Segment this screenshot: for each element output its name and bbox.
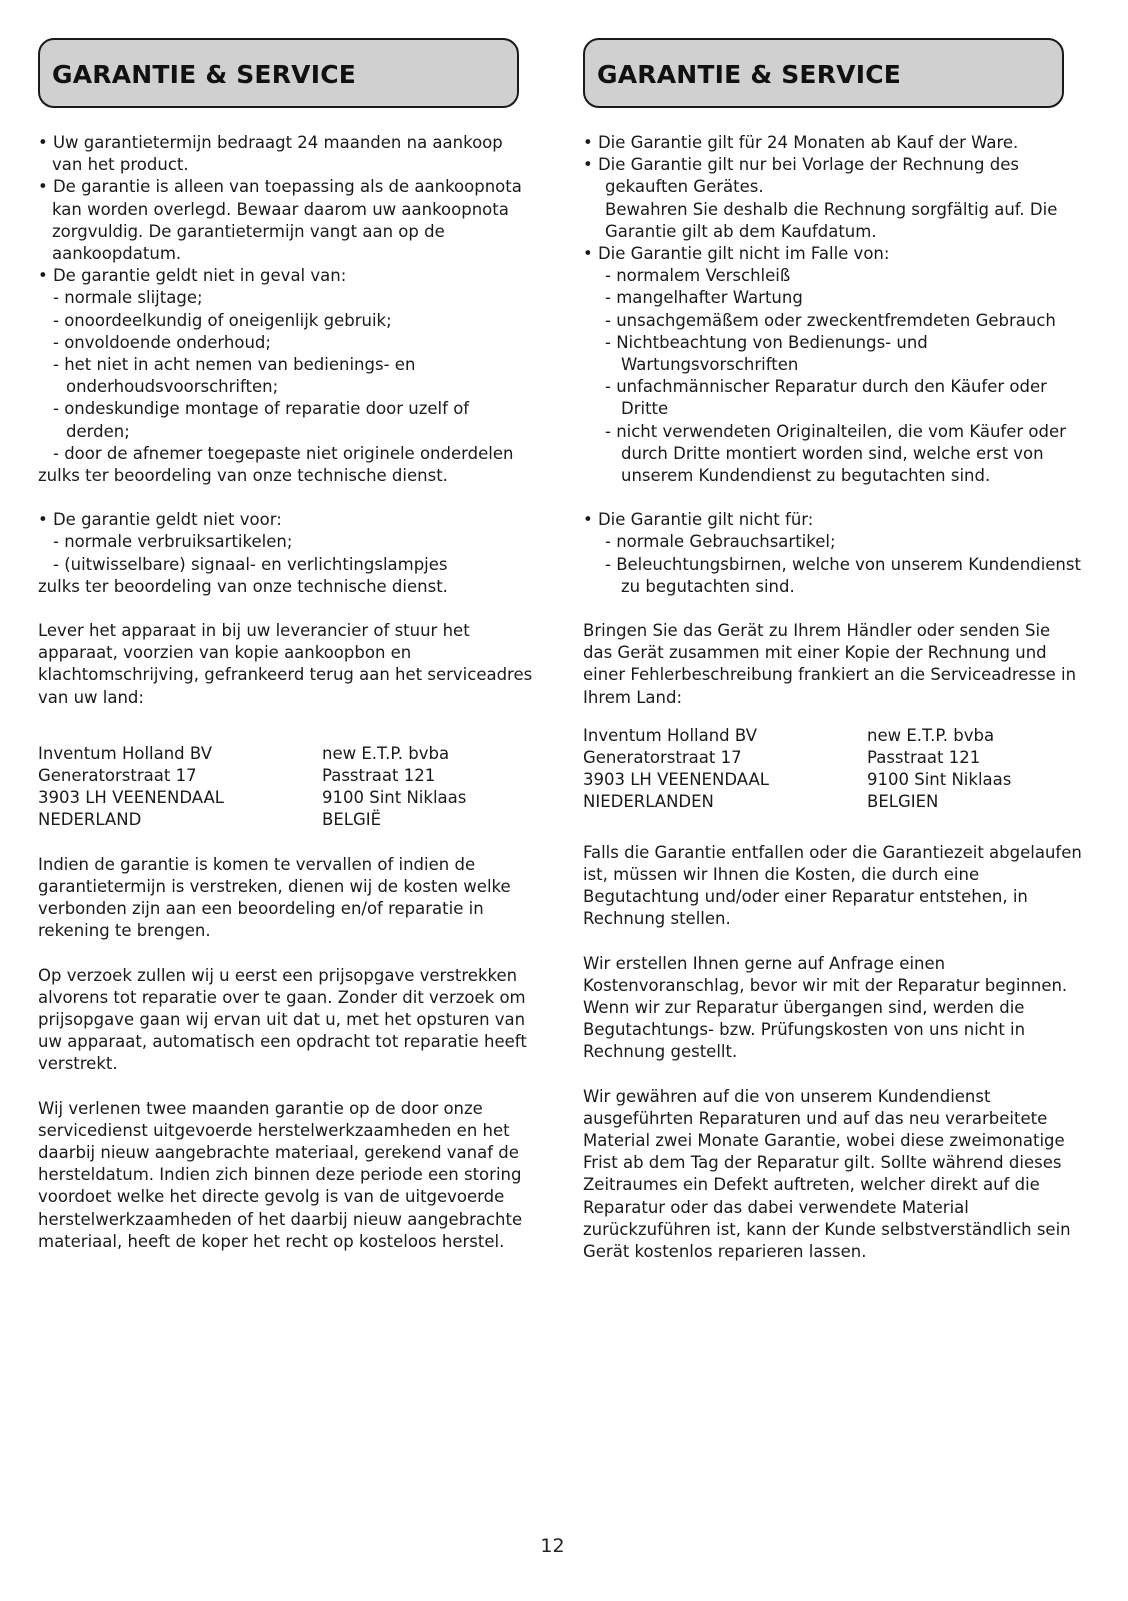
exclusion-item: - unsachgemäßem oder zweckentfremdeten Gebrauch — [605, 310, 1056, 330]
address-line: BELGIË — [322, 810, 382, 830]
exclusion-item: - door de afnemer toegepaste niet originele onderdelen — [53, 443, 514, 463]
not-covered-bullet: • Die Garantie gilt nicht für: — [583, 510, 814, 530]
address-line: new E.T.P. bvba — [867, 725, 995, 745]
not-covered-bullet: • De garantie geldt niet voor: — [38, 510, 282, 530]
not-covered-item: - normale Gebrauchsartikel; — [605, 532, 836, 552]
repair-warranty-paragraph: Wij verlenen twee maanden garantie op de door onze servicedienst uitgevoerde herstelwerkzaamheden en het daarbij nieuw aangebrachte materiaal, gerekend vanaf de hersteldatum. Indien zich binnen deze periode een storing voordoet welke het directe gevolg is van de uitgevoerde herstelwerkzaamheden of het daarbij nieuw aangebrachte materiaal, heeft de koper het recht op kosteloos herstel. — [38, 1098, 523, 1251]
quote-paragraph: Op verzoek zullen wij u eerst een prijsopgave verstrekken alvorens tot reparatie over te gaan. Zonder dit verzoek om prijsopgave gaan wij ervan uit dat u, met het opsturen van uw apparaat, automatisch een opdracht tot reparatie heeft verstrekt. — [38, 965, 527, 1074]
exclusion-item: - unfachmännischer Reparatur durch den Käufer oder Dritte — [605, 377, 1047, 419]
closing-line: zulks ter beoordeling van onze technische dienst. — [38, 576, 448, 596]
address-line: Inventum Holland BV — [583, 725, 757, 745]
not-covered-item: - (uitwisselbare) signaal- en verlichtingslampjes — [53, 554, 448, 574]
address-belgium — [322, 743, 538, 832]
body-de — [583, 132, 1083, 1263]
exclusion-item: - ondeskundige montage of reparatie door uzelf of derden; — [53, 399, 470, 441]
costs-paragraph: Indien de garantie is komen te vervallen of indien de garantietermijn is verstreken, dienen wij de kosten welke verbonden zijn aan een beoordeling en/of reparatie in rekening te brengen. — [38, 854, 511, 941]
address-line: NIEDERLANDEN — [583, 792, 714, 812]
warranty-period-bullet: • Uw garantietermijn bedraagt 24 maanden na aankoop van het product. — [38, 133, 503, 175]
exclusion-item: - normalem Verschleiß — [605, 266, 791, 286]
exclusion-item: - normale slijtage; — [53, 288, 203, 308]
exclusion-item: - het niet in acht nemen van bedienings- en onderhoudsvoorschriften; — [53, 355, 416, 397]
address-line: Passtraat 121 — [322, 766, 436, 786]
section-title-nl: GARANTIE & SERVICE — [52, 60, 357, 89]
address-line: 9100 Sint Niklaas — [322, 788, 467, 808]
exclusion-item: - onvoldoende onderhoud; — [53, 332, 271, 352]
not-covered-item: - normale verbruiksartikelen; — [53, 532, 293, 552]
section-header-de — [583, 38, 1064, 108]
exclusions-bullet: • Die Garantie gilt nicht im Falle von: — [583, 244, 890, 264]
costs-paragraph: Falls die Garantie entfallen oder die Garantiezeit abgelaufen ist, müssen wir Ihnen die Kosten, die durch eine Begutachtung und/oder einer Reparatur entstehen, in Rechnung stellen. — [583, 842, 1082, 929]
exclusion-item: - nicht verwendeten Originalteilen, die vom Käufer oder durch Dritte montiert worden sind, welche erst von unserem Kundendienst zu begutachten sind. — [605, 421, 1066, 486]
page-number: 12 — [540, 1535, 565, 1557]
closing-line: zulks ter beoordeling van onze technische dienst. — [38, 466, 448, 486]
address-netherlands — [583, 725, 867, 814]
receipt-bullet: • Die Garantie gilt nur bei Vorlage der Rechnung des gekauften Gerätes. — [583, 155, 1019, 197]
address-line: 3903 LH VEENENDAAL — [38, 788, 224, 808]
not-covered-item: - Beleuchtungsbirnen, welche von unserem Kundendienst zu begutachten sind. — [605, 554, 1081, 596]
send-paragraph: Lever het apparaat in bij uw leverancier of stuur het apparaat, voorzien van kopie aankoopbon en klachtomschrijving, gefrankeerd terug aan het serviceadres van uw land: — [38, 621, 533, 707]
exclusion-item: - onoordeelkundig of oneigenlijk gebruik; — [53, 310, 392, 330]
exclusions-bullet: • De garantie geldt niet in geval van: — [38, 266, 347, 286]
exclusion-item: - mangelhafter Wartung — [605, 288, 803, 308]
exclusion-item: - Nichtbeachtung von Bedienungs- und Wartungsvorschriften — [605, 332, 928, 375]
address-line: new E.T.P. bvba — [322, 743, 450, 763]
address-line: Generatorstraat 17 — [38, 766, 197, 786]
address-line: 9100 Sint Niklaas — [867, 770, 1012, 790]
send-paragraph: Bringen Sie das Gerät zu Ihrem Händler oder senden Sie das Gerät zusammen mit einer Kopie der Rechnung und einer Fehlerbeschreibung frankiert an die Serviceadresse in Ihrem Land: — [583, 621, 1077, 707]
address-belgium — [867, 725, 1083, 814]
body-nl — [38, 132, 538, 1253]
service-addresses — [583, 725, 1083, 814]
repair-warranty-paragraph: Wir gewähren auf die von unserem Kundendienst ausgeführten Reparaturen und auf das neu verarbeitete Material zwei Monate Garantie, wobei diese zweimonatige Frist ab dem Tag der Reparatur gilt. Sollte während dieses Zeitraumes ein Defekt auftreten, welcher direkt auf die Reparatur oder das dabei verwendete Material zurückzuführen ist, kann der Kunde selbstverständlich sein Gerät kostenlos reparieren lassen. — [583, 1086, 1071, 1261]
quote-paragraph: Wir erstellen Ihnen gerne auf Anfrage einen Kostenvoranschlag, bevor wir mit der Reparatur beginnen. Wenn wir zur Reparatur übergangen sind, werden die Begutachtungs- bzw. Prüfungskosten von uns nicht in Rechnung gestellt. — [583, 953, 1068, 1062]
section-title-de: GARANTIE & SERVICE — [597, 60, 902, 89]
address-line: Passtraat 121 — [867, 748, 981, 768]
receipt-bullet: • De garantie is alleen van toepassing als de aankoopnota kan worden overlegd. Bewaar daarom uw aankoopnota zorgvuldig. De garantietermijn vangt aan op de aankoopdatum. — [38, 177, 522, 264]
section-header-nl — [38, 38, 519, 108]
receipt-continuation: Bewahren Sie deshalb die Rechnung sorgfältig auf. Die Garantie gilt ab dem Kaufdatum. — [605, 199, 1058, 241]
address-line: BELGIEN — [867, 792, 939, 812]
warranty-period-bullet: • Die Garantie gilt für 24 Monaten ab Kauf der Ware. — [583, 133, 1019, 152]
address-line: 3903 LH VEENENDAAL — [583, 770, 769, 790]
address-netherlands — [38, 743, 322, 832]
service-addresses — [38, 743, 538, 832]
address-line: Generatorstraat 17 — [583, 748, 742, 768]
address-line: NEDERLAND — [38, 810, 142, 830]
address-line: Inventum Holland BV — [38, 743, 212, 763]
